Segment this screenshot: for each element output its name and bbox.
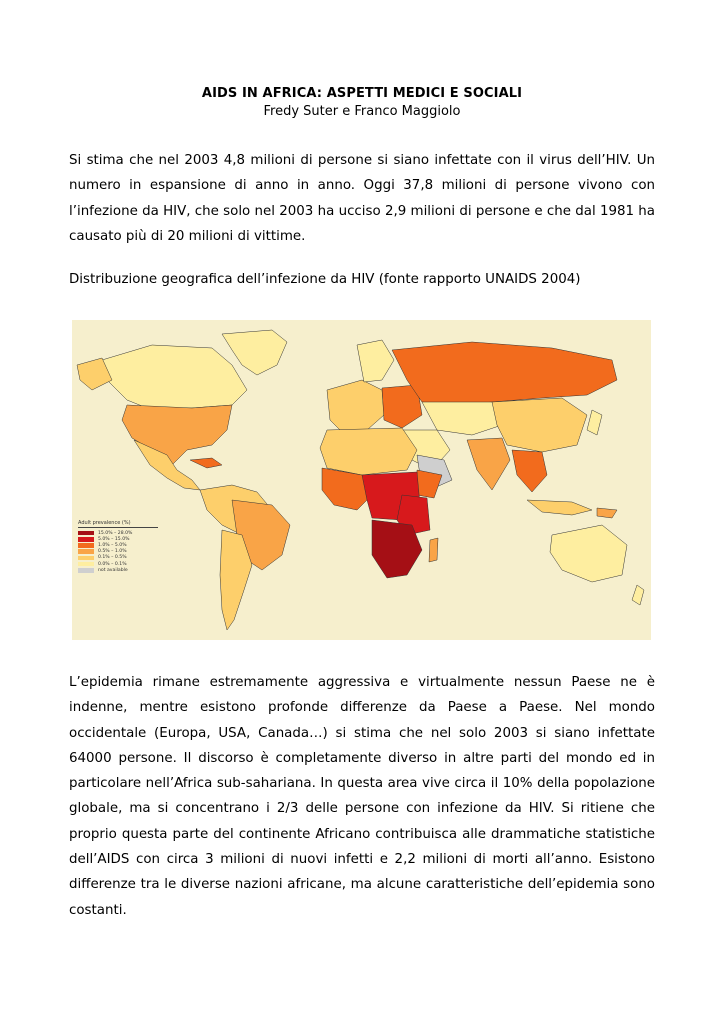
- caribbean: [190, 458, 222, 468]
- legend-label: 1.0% – 5.0%: [98, 542, 127, 548]
- legend-label: 0.5% – 1.0%: [98, 549, 127, 555]
- legend-label: not available: [98, 567, 128, 573]
- legend-swatch: [78, 531, 94, 536]
- horn-of-africa: [417, 470, 442, 498]
- legend-swatch: [78, 568, 94, 573]
- united-states: [122, 405, 232, 465]
- legend-label: 0.1% – 0.5%: [98, 555, 127, 561]
- scandinavia: [357, 340, 394, 382]
- legend-swatch: [78, 562, 94, 567]
- map-caption: Distribuzione geografica dell’infezione da HIV (fonte rapporto UNAIDS 2004): [69, 272, 581, 287]
- legend-swatch: [78, 543, 94, 548]
- hiv-prevalence-world-map: [72, 320, 651, 640]
- document-title: AIDS IN AFRICA: ASPETTI MEDICI E SOCIALI: [201, 86, 523, 101]
- legend-label: 0.0% – 0.1%: [98, 561, 127, 567]
- madagascar: [429, 538, 438, 562]
- new-zealand: [632, 585, 644, 605]
- legend-swatch: [78, 556, 94, 561]
- legend-title: Adult prevalence (%): [78, 520, 158, 528]
- document-authors: Fredy Suter e Franco Maggiolo: [263, 104, 461, 119]
- body-paragraph: L’epidemia rimane estremamente aggressiva e virtualmente nessun Paese ne è indenne, mentre esistono profonde differenze da Paese a Paese. Nel mondo occidentale (Europa, USA, Canada…) si stima che nel solo 2003 si siano infettate 64000 persone. Il discorso è completamente diverso in altre parti del mondo ed in particolare nell’Africa sub-sahariana. In questa area vive circa il 10% della popolazione globale, ma si concentrano i 2/3 delle persone con infezione da HIV. Si ritiene che proprio questa parte del continente Africano contribuisca alle drammatiche statistiche dell’AIDS con circa 3 milioni di nuovi infetti e 2,2 milioni di morti all’anno. Esistono differenze tra le diverse nazioni africane, ma alcune caratteristiche dell’epidemia sono costanti.: [69, 675, 655, 918]
- indonesia: [527, 500, 592, 515]
- legend-label: 15.0% – 28.0%: [98, 530, 133, 536]
- china: [492, 398, 587, 452]
- intro-paragraph: Si stima che nel 2003 4,8 milioni di persone si siano infettate con il virus dell’HIV. Un numero in espansione di anno in anno. Oggi 37,8 milioni di persone vivono con l’infezione da HIV, che solo nel 2003 ha ucciso 2,9 milioni di persone e che dal 1981 ha causato più di 20 milioni di vittime.: [69, 153, 655, 244]
- india: [467, 438, 510, 490]
- legend-swatch: [78, 537, 94, 542]
- legend-swatch: [78, 549, 94, 554]
- canada: [102, 345, 247, 410]
- legend-item: [78, 567, 158, 573]
- southeast-asia: [512, 450, 547, 492]
- papua-new-guinea: [597, 508, 617, 518]
- europe-west: [327, 380, 384, 432]
- legend-label: 5.0% – 15.0%: [98, 536, 130, 542]
- map-legend: [78, 520, 158, 573]
- world-map-graphic: [72, 320, 651, 640]
- russia: [392, 342, 617, 405]
- australia: [550, 525, 627, 582]
- japan: [587, 410, 602, 435]
- north-africa: [320, 428, 417, 475]
